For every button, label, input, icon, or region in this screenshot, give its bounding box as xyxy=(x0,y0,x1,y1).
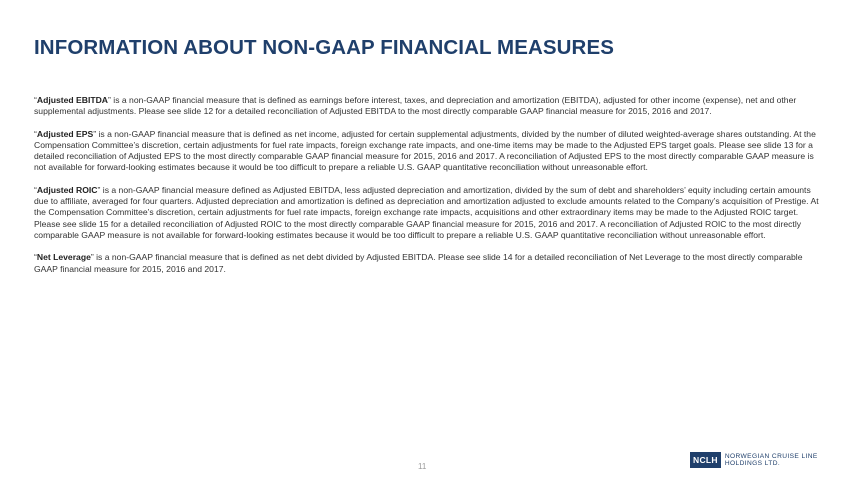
page-title: INFORMATION ABOUT NON-GAAP FINANCIAL MEASURES xyxy=(34,36,615,59)
definition-text: is a non-GAAP financial measure that is defined as net debt divided by Adjusted EBITDA. Please see slide 14 for a detailed reconciliation of Net Leverage to the most directly comparable GAAP financial measure for 2015, 2016 and 2017. xyxy=(34,252,803,274)
open-quote: “ xyxy=(34,184,37,195)
definition-text: is a non-GAAP financial measure that is defined as net income, adjusted for certain supplemental adjustments, divided by the number of diluted weighted-average shares outstanding. At the Compensation Committee’s discretion, certain adjustments for fuel rate impacts, foreign exchange rate impacts, and one-time items may be made to the Adjusted EPS target goals. Please see slide 13 for a detailed reconciliation of Adjusted EPS to the most directly comparable GAAP financial measure for 2015, 2016 and 2017. A reconciliation of Adjusted EPS to the most directly comparable GAAP measure is not available for forward-looking estimates because it would be too difficult to prepare a reliable U.S. GAAP quantitative reconciliation without unreasonable effort. xyxy=(34,128,816,173)
open-quote: “ xyxy=(34,95,37,105)
term-adjusted-ebitda: Adjusted EBITDA xyxy=(36,95,109,105)
open-quote: “ xyxy=(34,128,37,139)
term-net-leverage: Net Leverage xyxy=(36,252,91,263)
close-quote: ” xyxy=(108,95,111,105)
term-adjusted-eps: Adjusted EPS xyxy=(36,128,94,139)
open-quote: “ xyxy=(34,252,37,263)
close-quote: ” xyxy=(93,128,97,139)
logo-wordmark xyxy=(725,453,818,468)
close-quote: ” xyxy=(90,252,94,263)
paragraph-adjusted-ebitda xyxy=(34,95,824,118)
logo-badge: NCLH xyxy=(690,452,721,468)
definitions-body xyxy=(34,95,824,286)
paragraph-adjusted-roic xyxy=(34,185,824,241)
company-logo xyxy=(690,452,818,468)
term-adjusted-roic: Adjusted ROIC xyxy=(36,184,98,195)
paragraph-net-leverage xyxy=(34,252,824,275)
logo-line-2: HOLDINGS LTD. xyxy=(724,460,781,467)
close-quote: ” xyxy=(97,184,101,195)
paragraph-adjusted-eps xyxy=(34,129,824,174)
page-number: 11 xyxy=(418,462,427,471)
definition-text: is a non-GAAP financial measure that is defined as earnings before interest, taxes, and depreciation and amortization (EBITDA), adjusted for other income (expense), net and other supplemental adjustments. Please see slide 12 for a detailed reconciliation of Adjusted EBITDA to the most directly comparable GAAP financial measure for 2015, 2016 and 2017. xyxy=(34,95,797,117)
definition-text: is a non-GAAP financial measure defined as Adjusted EBITDA, less adjusted depreciation and amortization, divided by the sum of debt and shareholders’ equity including certain amounts due to affiliate, averaged for four quarters. Adjusted depreciation and amortization is defined as depreciation and amortization adjusted to exclude amounts related to the Company’s acquisition of Prestige. At the Compensation Committee’s discretion, certain adjustments for fuel rate impacts, foreign exchange rate impacts, acquisitions and other extraordinary items may be made to the Adjusted ROIC target. Please see slide 15 for a detailed reconciliation of Adjusted ROIC to the most directly comparable GAAP financial measure for 2015, 2016 and 2017. A reconciliation of Adjusted ROIC to the most directly comparable GAAP measure is not available for forward-looking estimates because it would be too difficult to prepare a reliable U.S. GAAP quantitative reconciliation without unreasonable effort. xyxy=(34,184,819,240)
logo-line-1: NORWEGIAN CRUISE LINE xyxy=(724,452,818,460)
